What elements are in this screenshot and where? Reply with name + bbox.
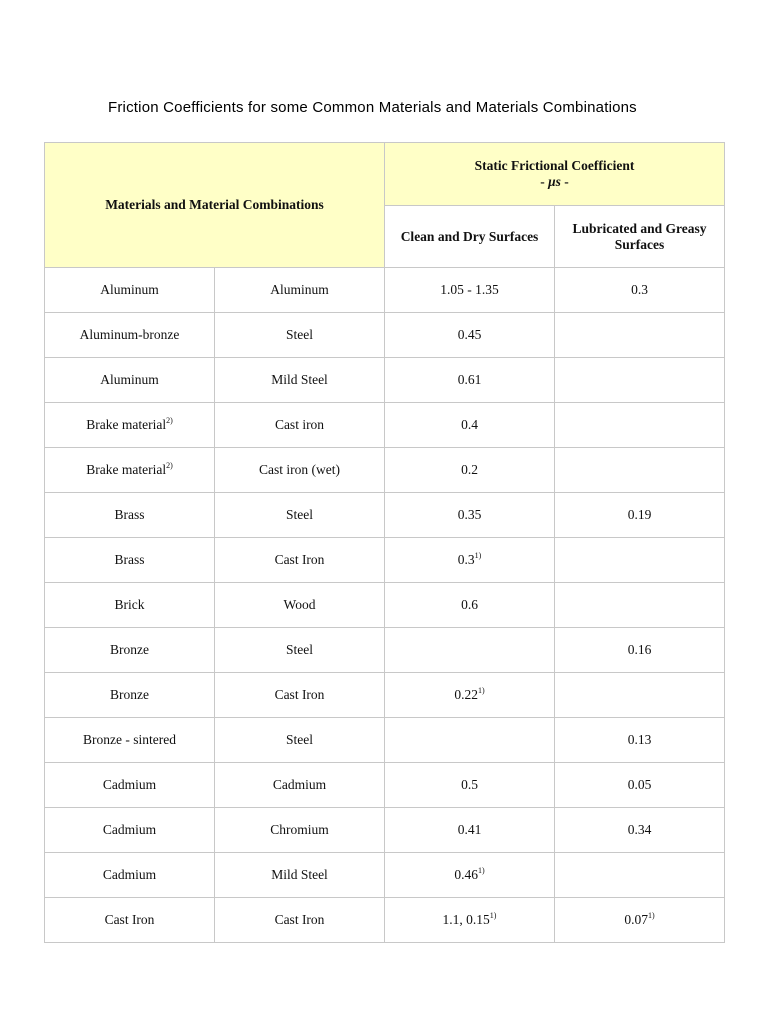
table-row — [45, 313, 725, 358]
material-1-cell: Brass — [45, 538, 215, 583]
lubricated-value-cell — [555, 583, 725, 628]
mu-s-symbol: μs — [548, 174, 561, 189]
footnote-ref: 1) — [477, 686, 485, 695]
friction-table — [44, 142, 725, 943]
clean-dry-header: Clean and Dry Surfaces — [385, 206, 555, 268]
lubricated-value-cell — [555, 673, 725, 718]
material-2-cell: Wood — [215, 583, 385, 628]
material-1-cell: Cadmium — [45, 853, 215, 898]
clean-dry-value-cell — [385, 628, 555, 673]
table-row — [45, 763, 725, 808]
clean-dry-value-cell: 0.46$^{1)}$ — [385, 853, 555, 898]
material-1-cell: Bronze — [45, 628, 215, 673]
footnote-ref: 1) — [647, 911, 655, 920]
clean-dry-value-cell — [385, 718, 555, 763]
lubricated-header: Lubricated and Greasy Surfaces — [555, 206, 725, 268]
table-row — [45, 268, 725, 313]
material-2-cell: Cast iron (wet) — [215, 448, 385, 493]
table-row — [45, 583, 725, 628]
material-2-cell: Cast Iron — [215, 898, 385, 943]
clean-dry-value-cell: 0.3$^{1)}$ — [385, 538, 555, 583]
table-row — [45, 538, 725, 583]
clean-dry-value-cell: 0.22$^{1)}$ — [385, 673, 555, 718]
table-row — [45, 898, 725, 943]
footnote-ref: 2) — [166, 461, 173, 470]
clean-dry-value-cell: 0.4 — [385, 403, 555, 448]
clean-dry-value-cell: 0.5 — [385, 763, 555, 808]
table-row — [45, 808, 725, 853]
material-1-cell: Aluminum — [45, 358, 215, 403]
table-row — [45, 358, 725, 403]
footnote-ref: 1) — [489, 911, 497, 920]
lubricated-value-cell: 0.13 — [555, 718, 725, 763]
footnote-ref: 2) — [166, 416, 173, 425]
lubricated-value-cell: 0.05 — [555, 763, 725, 808]
material-1-cell: Brass — [45, 493, 215, 538]
lubricated-value-cell — [555, 313, 725, 358]
table-row — [45, 853, 725, 898]
lubricated-value-cell: 0.3 — [555, 268, 725, 313]
lubricated-value-cell — [555, 448, 725, 493]
lubricated-value-cell — [555, 403, 725, 448]
lubricated-value-cell: 0.07$^{1)}$ — [555, 898, 725, 943]
page-title: Friction Coefficients for some Common Materials and Materials Combinations — [108, 99, 637, 116]
material-1-cell: Cadmium — [45, 763, 215, 808]
clean-dry-value-cell: 1.05 - 1.35 — [385, 268, 555, 313]
material-2-cell: Mild Steel — [215, 358, 385, 403]
table-row — [45, 628, 725, 673]
lubricated-value-cell — [555, 853, 725, 898]
table-row — [45, 718, 725, 763]
material-1-cell: Aluminum — [45, 268, 215, 313]
clean-dry-value-cell: 0.35 — [385, 493, 555, 538]
lubricated-value-cell — [555, 538, 725, 583]
material-2-cell: Steel — [215, 493, 385, 538]
clean-dry-value-cell: 0.61 — [385, 358, 555, 403]
material-1-cell: Brake material$^{2)}$ — [45, 403, 215, 448]
footnote-ref: 1) — [474, 551, 482, 560]
material-1-cell: Bronze — [45, 673, 215, 718]
material-2-cell: Aluminum — [215, 268, 385, 313]
material-2-cell: Mild Steel — [215, 853, 385, 898]
material-2-cell: Cast iron — [215, 403, 385, 448]
materials-header: Materials and Material Combinations — [45, 143, 385, 268]
material-2-cell: Steel — [215, 628, 385, 673]
lubricated-value-cell: 0.19 — [555, 493, 725, 538]
lubricated-value-cell — [555, 358, 725, 403]
static-coefficient-symbol-line: - μs - — [540, 174, 569, 189]
clean-dry-value-cell: 0.6 — [385, 583, 555, 628]
clean-dry-value-cell: 1.1, 0.15$^{1)}$ — [385, 898, 555, 943]
material-2-cell: Cadmium — [215, 763, 385, 808]
table-row — [45, 493, 725, 538]
table-row — [45, 403, 725, 448]
footnote-ref: 1) — [477, 866, 485, 875]
clean-dry-value-cell: 0.45 — [385, 313, 555, 358]
static-coefficient-header — [385, 143, 725, 206]
material-2-cell: Cast Iron — [215, 538, 385, 583]
clean-dry-value-cell: 0.2 — [385, 448, 555, 493]
material-2-cell: Steel — [215, 313, 385, 358]
clean-dry-value-cell: 0.41 — [385, 808, 555, 853]
material-1-cell: Bronze - sintered — [45, 718, 215, 763]
material-1-cell: Brick — [45, 583, 215, 628]
material-1-cell: Brake material$^{2)}$ — [45, 448, 215, 493]
lubricated-value-cell: 0.16 — [555, 628, 725, 673]
table-row — [45, 448, 725, 493]
lubricated-value-cell: 0.34 — [555, 808, 725, 853]
material-2-cell: Cast Iron — [215, 673, 385, 718]
material-1-cell: Aluminum-bronze — [45, 313, 215, 358]
table-row — [45, 673, 725, 718]
material-2-cell: Chromium — [215, 808, 385, 853]
material-2-cell: Steel — [215, 718, 385, 763]
material-1-cell: Cast Iron — [45, 898, 215, 943]
material-1-cell: Cadmium — [45, 808, 215, 853]
static-coefficient-label: Static Frictional Coefficient — [474, 158, 635, 173]
